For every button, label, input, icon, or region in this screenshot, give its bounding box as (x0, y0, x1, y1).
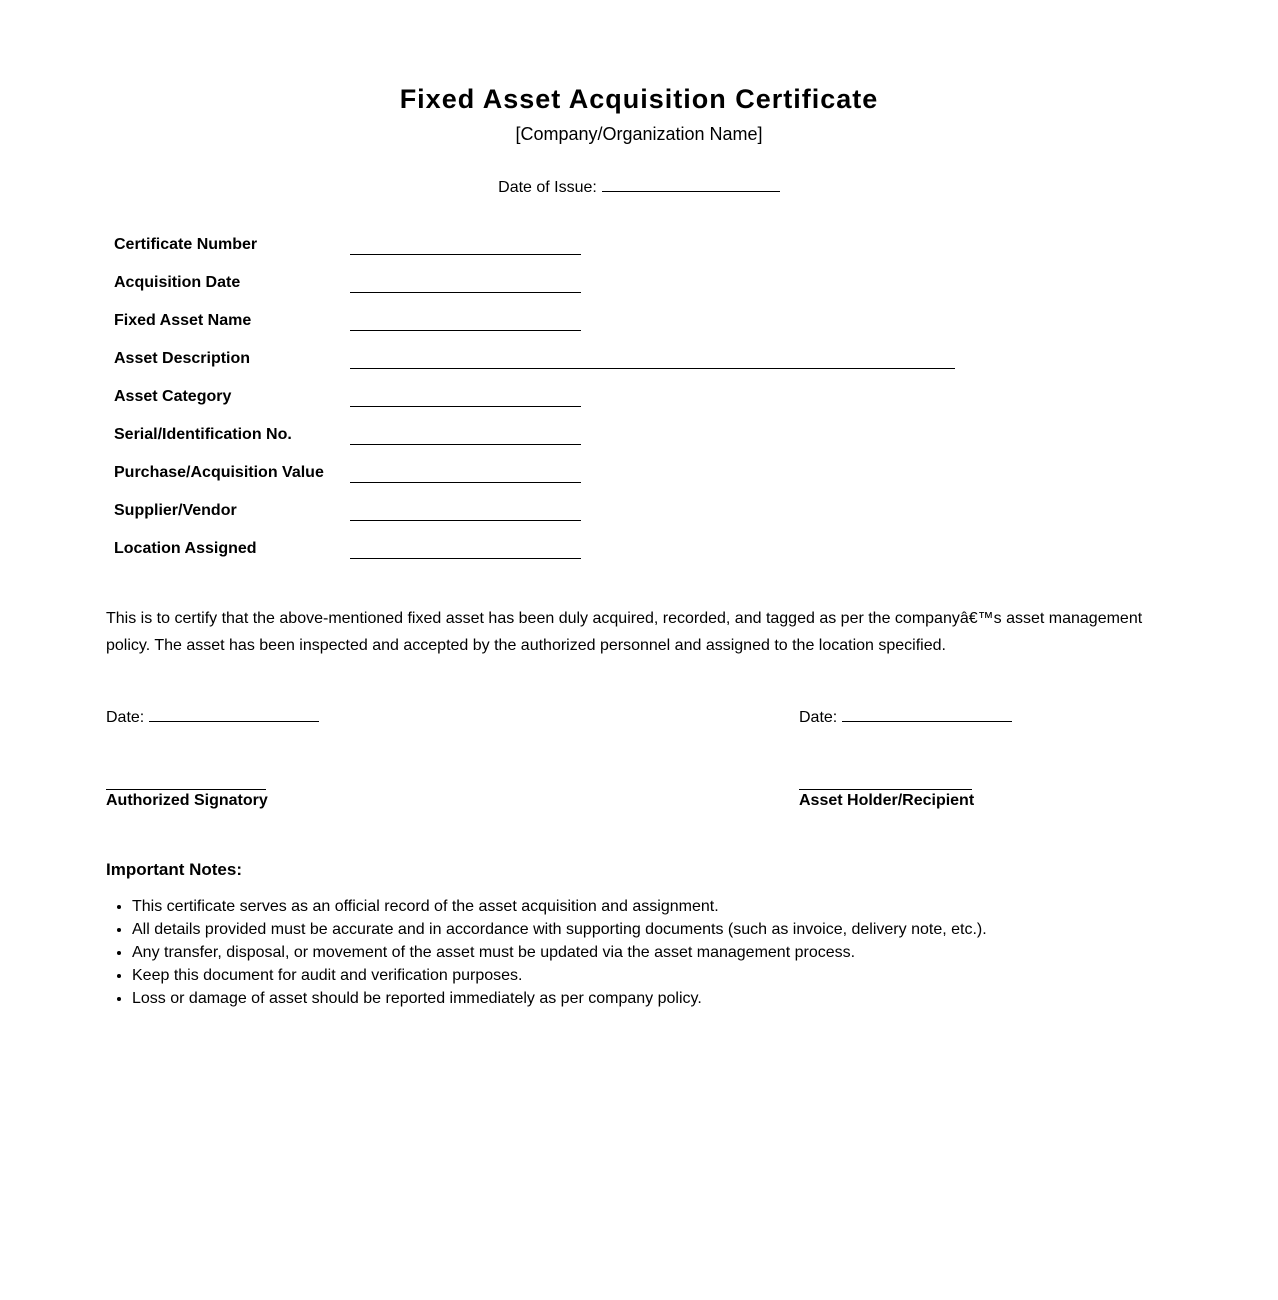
field-label: Asset Description (114, 350, 251, 367)
field-blank[interactable] (350, 330, 581, 331)
issue-date-blank[interactable] (602, 176, 780, 192)
organization-name: [Company/Organization Name] (515, 124, 763, 144)
left-date (106, 706, 319, 727)
field-label: Certificate Number (114, 236, 258, 253)
field-acquisition-value (114, 463, 974, 487)
field-asset-category (114, 387, 974, 411)
note-item: • Keep this document for audit and verification purposes. (132, 964, 1132, 987)
right-date-blank[interactable] (842, 706, 1012, 722)
notes-title: Important Notes: (106, 860, 242, 879)
field-blank[interactable] (350, 520, 581, 521)
note-item: • Any transfer, disposal, or movement of the asset must be updated via the asset management process. (132, 941, 1132, 964)
field-blank[interactable] (350, 368, 955, 369)
field-label: Serial/Identification No. (114, 426, 292, 443)
signature-line[interactable] (106, 772, 266, 790)
field-label: Purchase/Acquisition Value (114, 464, 324, 481)
field-label: Location Assigned (114, 540, 257, 557)
issue-date-label: Date of Issue: (498, 179, 597, 196)
field-blank[interactable] (350, 254, 581, 255)
right-date (799, 706, 1012, 727)
field-label: Acquisition Date (114, 274, 241, 291)
field-acquisition-date (114, 273, 974, 297)
field-blank[interactable] (350, 482, 581, 483)
left-date-blank[interactable] (149, 706, 319, 722)
field-blank[interactable] (350, 406, 581, 407)
field-label: Supplier/Vendor (114, 502, 237, 519)
field-certificate-number (114, 235, 974, 259)
field-blank[interactable] (350, 292, 581, 293)
field-supplier-vendor (114, 501, 974, 525)
issue-date (0, 176, 1278, 197)
field-location-assigned (114, 539, 974, 563)
authorized-signatory-block (106, 772, 266, 812)
certificate-title: Fixed Asset Acquisition Certificate (399, 84, 879, 114)
certification-statement: This is to certify that the above-mentioned fixed asset has been duly acquired, recorded, and tagged as per the companyâ€™s asset management policy. The asset has been inspected and accepted by the authorized personnel and assigned to the location specified. (106, 610, 1143, 654)
field-label: Fixed Asset Name (114, 312, 252, 329)
right-date-label: Date: (799, 709, 838, 726)
field-asset-description (114, 349, 974, 373)
signature-line[interactable] (799, 772, 972, 790)
field-label: Asset Category (114, 388, 232, 405)
field-serial-number (114, 425, 974, 449)
field-blank[interactable] (350, 444, 581, 445)
note-item: • This certificate serves as an official record of the asset acquisition and assignment. (132, 895, 1132, 918)
recipient-label: Asset Holder/Recipient (799, 792, 975, 809)
asset-holder-block (799, 772, 975, 812)
signatory-label: Authorized Signatory (106, 792, 268, 809)
left-date-label: Date: (106, 709, 145, 726)
field-fixed-asset-name (114, 311, 974, 335)
note-item: • Loss or damage of asset should be reported immediately as per company policy. (132, 987, 1132, 1010)
note-item: • All details provided must be accurate and in accordance with supporting documents (such as invoice, delivery note, etc.). (132, 918, 1132, 941)
field-blank[interactable] (350, 558, 581, 559)
notes-list (106, 895, 1132, 1010)
